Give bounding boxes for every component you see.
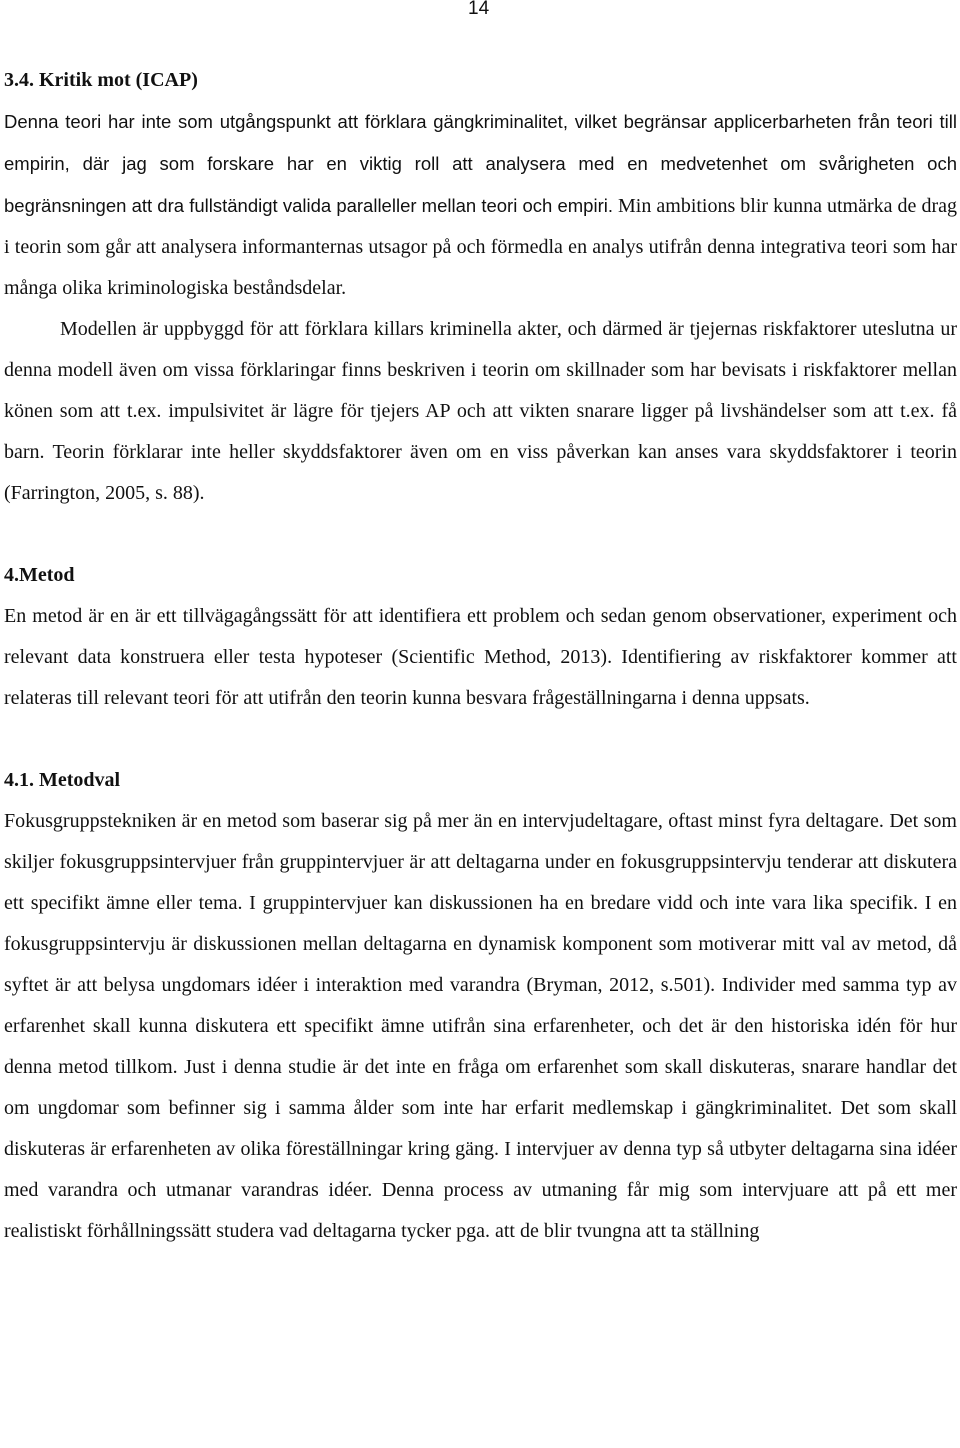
- section-heading-4-1: 4.1. Metodval: [4, 769, 121, 791]
- document-body: [4, 60, 957, 1252]
- paragraph-critique-1-serif-part: Min ambitions blir kunna utmärka de drag i teorin som går att analysera informanternas utsagor på och förmedla en analys utifrån denna integrativa teori som har många olika kriminologiska beståndsdelar.: [4, 195, 957, 299]
- section-spacer: [4, 514, 957, 555]
- paragraph-critique-1: [4, 101, 957, 309]
- paragraph-critique-1-sans-part: Denna teori har inte som utgångspunkt att förklara gängkriminalitet, vilket begränsar applicerbarheten från teori till empirin, där jag som forskare har en viktig roll att analysera med en medvetenhet om svårigheten och begränsningen att dra fullständigt valida paralleller mellan teori och empiri.: [4, 111, 957, 216]
- paragraph-method: En metod är en är ett tillvägagångssätt för att identifiera ett problem och sedan genom observationer, experiment och relevant data konstruera eller testa hypoteser (Scientific Method, 2013). Identifiering av riskfaktorer kommer att relateras till relevant teori för att utifrån den teorin kunna besvara frågeställningarna i denna uppsats.: [4, 605, 957, 709]
- section-heading-4: 4.Metod: [4, 564, 75, 586]
- paragraph-method-choice: Fokusgruppstekniken är en metod som baserar sig på mer än en intervjudeltagare, oftast minst fyra deltagare. Det som skiljer fokusgruppsintervjuer från gruppintervjuer är att deltagarna under en fokusgruppsintervju tenderar att diskutera ett specifikt ämne eller tema. I gruppintervjuer kan diskussionen ha en bredare vidd och inte vara lika specifik. I en fokusgruppsintervju är diskussionen mellan deltagarna en dynamisk komponent som motiverar mitt val av metod, då syftet är att belysa ungdomars idéer i interaktion med varandra (Bryman, 2012, s.501). Individer med samma typ av erfarenhet skall kunna diskutera ett specifikt ämne utifrån sina erfarenheter, och det är den historiska idén för hur denna metod tillkom. Just i denna studie är det inte en fråga om erfarenhet som skall diskuteras, snarare handlar det om ungdomar som befinner sig i samma ålder som inte har erfarit medlemskap i gängkriminalitet. Det som skall diskuteras är erfarenheten av olika föreställningar kring gäng. I intervjuer av denna typ så utbyter deltagarna sina idéer med varandra och utmanar varandras idéer. Denna process av utmaning får mig som intervjuare att på ett mer realistiskt förhållningssätt studera vad deltagarna tycker pga. att de blir tvungna att ta ställning: [4, 810, 957, 1242]
- paragraph-critique-2: Modellen är uppbyggd för att förklara killars kriminella akter, och därmed är tjejernas riskfaktorer uteslutna ur denna modell även om vissa förklaringar finns beskriven i teorin om skillnader som har bevisats i riskfaktorer mellan könen som att t.ex. impulsivitet är lägre för tjejers AP och att vikten snarare ligger på livshändelser som att t.ex. få barn. Teorin förklarar inte heller skyddsfaktorer även om en viss påverkan kan anses vara skyddsfaktorer i teorin (Farrington, 2005, s. 88).: [4, 318, 957, 504]
- section-spacer: [4, 719, 957, 760]
- page-number: 14: [468, 0, 490, 19]
- section-heading-3-4: 3.4. Kritik mot (ICAP): [4, 69, 198, 91]
